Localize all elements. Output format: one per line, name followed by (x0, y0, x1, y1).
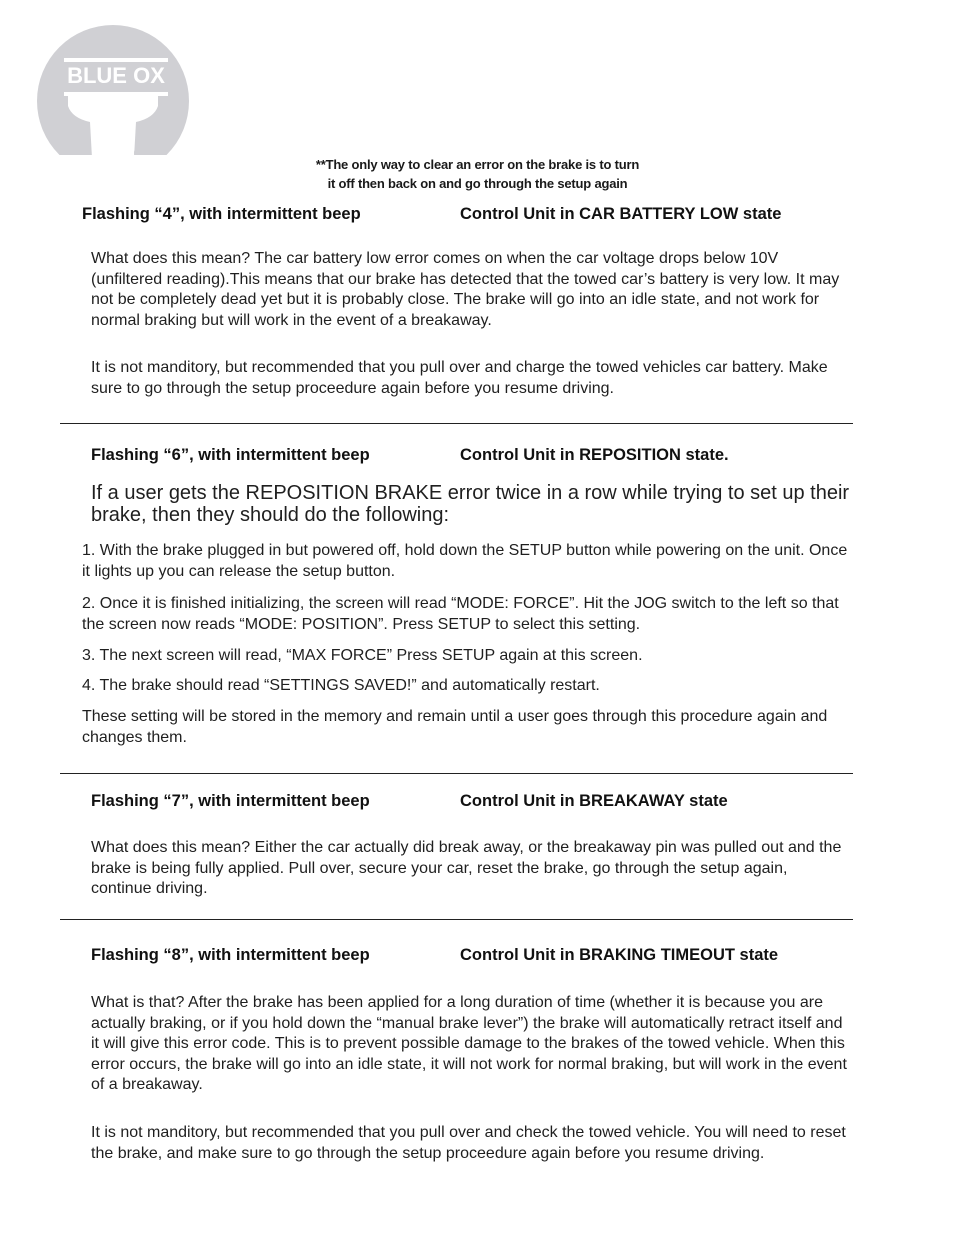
section-4-flash-heading: Flashing “4”, with intermittent beep (82, 205, 361, 223)
section-6-step-3: 3. The next screen will read, “MAX FORCE” Press SETUP again at this screen. (82, 647, 643, 664)
section-8-paragraph-1: What is that? After the brake has been applied for a long duration of time (whether it is because you are actually braking, or if you hold down the “manual brake lever”) the brake will automatically retract itself and it will give this error code. This is to prevent possible damage to the brakes of the towed vehicle. When this error occurs, the brake will go into an idle state, it will not work for normal braking, but will work in the event of a breakaway. (91, 994, 847, 1093)
divider-1 (60, 423, 853, 424)
section-6-step-4: 4. The brake should read “SETTINGS SAVED!” and automatically restart. (82, 677, 600, 694)
section-6-step-2: 2. Once it is finished initializing, the screen will read “MODE: FORCE”. Hit the JOG switch to the left so that the screen now reads “MODE: POSITION”. Press SETUP to select this setting. (82, 595, 839, 633)
divider-2 (60, 773, 853, 774)
section-8-paragraph-2: It is not manditory, but recommended that you pull over and check the towed vehicle. You will need to reset the brake, and make sure to go through the setup proceedure again before you resume driving. (91, 1124, 846, 1162)
error-clear-notice (200, 155, 755, 193)
section-7-state-heading: Control Unit in BREAKAWAY state (460, 792, 728, 810)
section-6-state-heading: Control Unit in REPOSITION state. (460, 446, 729, 464)
section-4-state-heading: Control Unit in CAR BATTERY LOW state (460, 205, 782, 223)
section-8-state-heading: Control Unit in BRAKING TIMEOUT state (460, 946, 779, 964)
logo-text: BLUE OX (67, 63, 165, 88)
notice-line-2: it off then back on and go through the setup again (327, 176, 628, 191)
blue-ox-logo (30, 18, 195, 158)
section-6-intro: If a user gets the REPOSITION BRAKE error twice in a row while trying to set up their brake, then they should do the following: (91, 482, 850, 526)
notice-line-1: **The only way to clear an error on the brake is to turn (315, 157, 640, 172)
section-6-step-1: 1. With the brake plugged in but powered off, hold down the SETUP button while powering on the unit. Once it lights up you can release the setup button. (82, 542, 848, 580)
section-4-paragraph-1: What does this mean? The car battery low error comes on when the car voltage drops below 10V (unfiltered reading).This means that our brake has detected that the towed car’s battery is very low. It may not be completely dead yet but it is probably close. The brake will go into an idle state, and not work for normal braking but will work in the event of a breakaway. (91, 250, 840, 329)
section-8-flash-heading: Flashing “8”, with intermittent beep (91, 946, 370, 964)
section-7-paragraph-1: What does this mean? Either the car actually did break away, or the breakaway pin was pulled out and the brake is being fully applied. Pull over, secure your car, reset the brake, go through the setup again, continue driving. (91, 839, 842, 897)
divider-3 (60, 919, 853, 920)
section-6-outro: These setting will be stored in the memory and remain until a user goes through this procedure again and changes them. (82, 708, 828, 746)
section-7-flash-heading: Flashing “7”, with intermittent beep (91, 792, 370, 810)
section-6-flash-heading: Flashing “6”, with intermittent beep (91, 446, 370, 464)
section-4-paragraph-2: It is not manditory, but recommended that you pull over and charge the towed vehicles car battery. Make sure to go through the setup proceedure again before you resume driving. (91, 359, 828, 397)
